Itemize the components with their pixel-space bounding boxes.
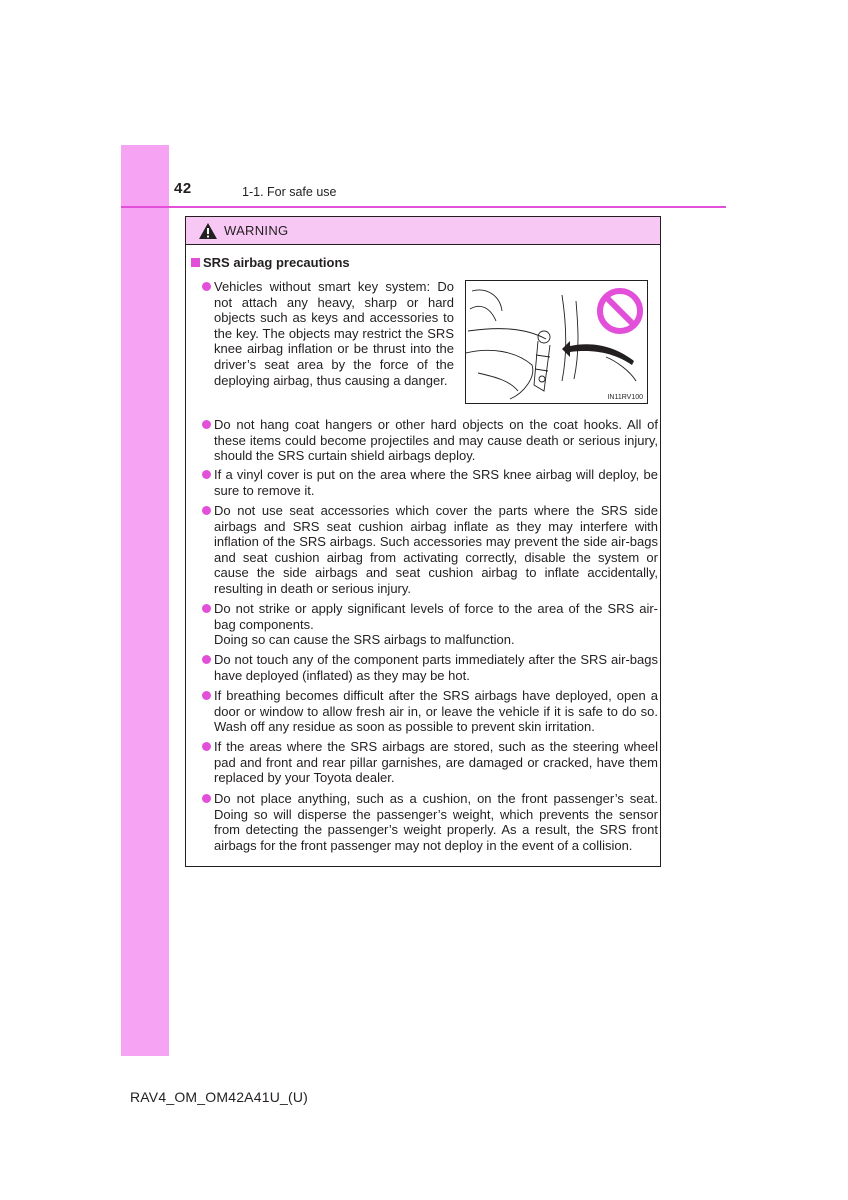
bullet-dot-icon (202, 794, 211, 803)
warning-triangle-icon (198, 222, 218, 240)
list-item (202, 601, 658, 648)
list-item-text: If a vinyl cover is put on the area where the SRS knee airbag will deploy, be sure to remove it. (214, 467, 658, 498)
list-item (202, 503, 658, 597)
warning-header (186, 217, 660, 245)
figure-code: IN11RV100 (607, 394, 643, 401)
key-dashboard-drawing (466, 281, 647, 403)
list-item (202, 739, 658, 786)
square-bullet-icon (191, 258, 200, 267)
bullet-dot-icon (202, 691, 211, 700)
bullet-dot-icon (202, 604, 211, 613)
header-rule (121, 206, 726, 208)
warning-label: WARNING (224, 223, 289, 238)
list-item (202, 688, 658, 735)
list-item (202, 652, 658, 683)
list-item (202, 467, 658, 498)
sub-heading (191, 255, 350, 270)
bullet-dot-icon (202, 506, 211, 515)
list-item-text: Vehicles without smart key system: Do not attach any heavy, sharp or hard objects such as keys and accessories to the key. The objects may restrict the SRS knee airbag inflation or be thrust into the driver’s seat area by the force of the deploying airbag, thus causing a danger. (214, 279, 454, 388)
section-title: 1-1. For safe use (242, 185, 337, 199)
bullet-dot-icon (202, 655, 211, 664)
footer-code: RAV4_OM_OM42A41U_(U) (130, 1089, 309, 1105)
bullet-dot-icon (202, 420, 211, 429)
list-item-text: Do not hang coat hangers or other hard objects on the coat hooks. All of these items could become projectiles and may cause death or serious injury, should the SRS curtain shield airbags deploy. (214, 417, 658, 464)
list-item (202, 417, 658, 464)
list-item (202, 791, 658, 853)
bullet-dot-icon (202, 282, 211, 291)
list-item-text: Do not touch any of the component parts immediately after the SRS air-bags have deployed (inflated) as they may be hot. (214, 652, 658, 683)
list-item-text: Do not use seat accessories which cover the parts where the SRS side airbags and SRS seat cushion airbag inflate as they may interfere with inflation of the SRS airbags. Such accessories may prevent the side air-bags and seat cushion airbag from activating correctly, disable the system or cause the side airbags and seat cushion airbag to inflate accidentally, resulting in death or serious injury. (214, 503, 658, 596)
knee-airbag-keys-illustration (465, 280, 648, 404)
list-item-text: Do not place anything, such as a cushion, on the front passenger’s seat. Doing so will disperse the passenger’s weight, which prevents the sensor from detecting the passenger’s weight properly. As a result, the SRS front airbags for the front passenger may not deploy in the event of a collision. (214, 791, 658, 853)
page-number: 42 (174, 180, 192, 197)
list-item-text: If the areas where the SRS airbags are stored, such as the steering wheel pad and front and rear pillar garnishes, are damaged or cracked, have them replaced by your Toyota dealer. (214, 739, 658, 786)
list-item-text: Do not strike or apply significant levels of force to the area of the SRS air-bag components. (214, 601, 658, 632)
list-item (202, 279, 454, 388)
bullet-dot-icon (202, 742, 211, 751)
list-item-text: If breathing becomes difficult after the SRS airbags have deployed, open a door or window to allow fresh air in, or leave the vehicle if it is safe to do so. Wash off any residue as soon as possible to prevent skin irritation. (214, 688, 658, 735)
bullet-dot-icon (202, 470, 211, 479)
sub-heading-text: SRS airbag precautions (203, 255, 350, 270)
side-tab-band (121, 145, 169, 1056)
list-item-note: Doing so can cause the SRS airbags to malfunction. (214, 632, 515, 648)
warning-box (185, 216, 661, 867)
